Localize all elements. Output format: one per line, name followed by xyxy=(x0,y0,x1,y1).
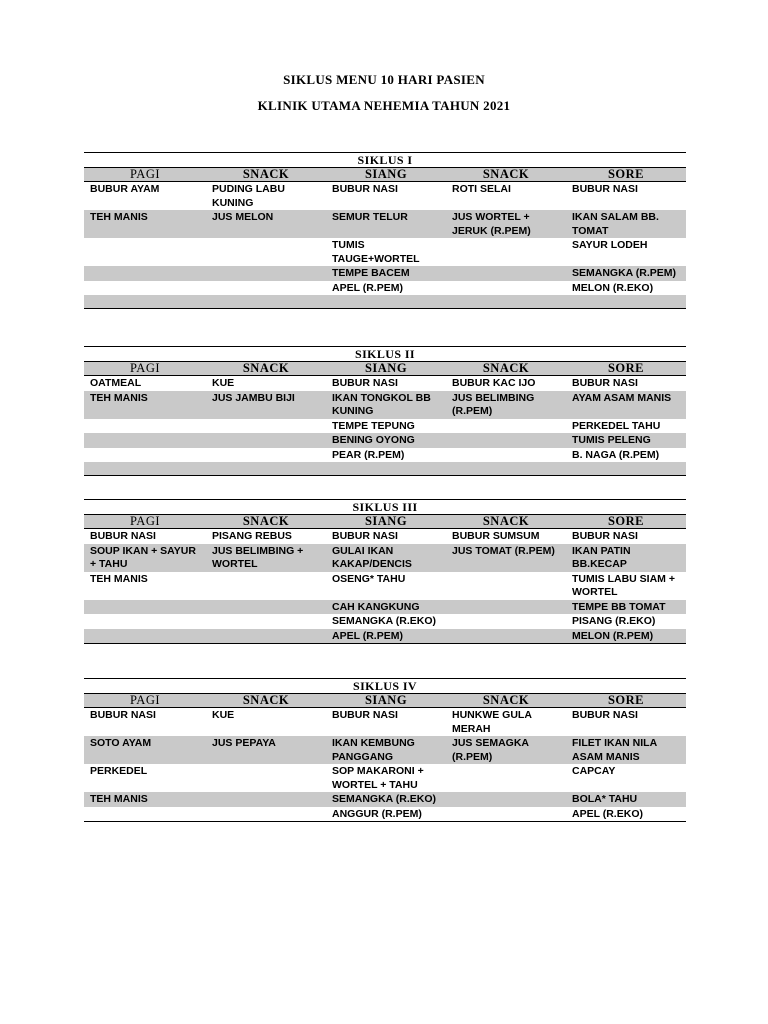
table-row xyxy=(84,433,686,448)
table-cell: JUS WORTEL + JERUK (R.PEM) xyxy=(452,211,531,237)
table-row xyxy=(84,419,686,434)
table-cell: PEAR (R.PEM) xyxy=(332,448,405,461)
table-cell: PISANG (R.EKO) xyxy=(572,615,656,627)
table-cell xyxy=(446,448,566,463)
table-cell: APEL (R.EKO) xyxy=(572,807,643,820)
table-cell xyxy=(206,764,326,792)
table-cell xyxy=(206,614,326,629)
table-cell: TEH MANIS xyxy=(90,211,148,223)
column-header: SORE xyxy=(607,167,645,181)
column-header: SIANG xyxy=(364,514,408,528)
column-header: SORE xyxy=(607,514,645,528)
section-bottom-rule xyxy=(84,308,686,309)
table-cell: FILET IKAN NILA ASAM MANIS xyxy=(572,737,657,763)
column-header: SORE xyxy=(607,693,645,707)
table-cell xyxy=(206,448,326,463)
table-cell: BUBUR NASI xyxy=(572,377,638,389)
table-cell: IKAN KEMBUNG PANGGANG xyxy=(332,737,415,763)
table-row xyxy=(84,266,686,281)
table-cell: TEMPE TEPUNG xyxy=(332,419,415,432)
column-header: SNACK xyxy=(482,693,530,707)
table-cell: OSENG* TAHU xyxy=(332,572,406,585)
column-header: SNACK xyxy=(242,167,290,181)
table-row xyxy=(84,792,686,807)
column-header: SIANG xyxy=(364,693,408,707)
table-cell xyxy=(446,295,566,308)
table-cell xyxy=(206,807,326,822)
table-cell xyxy=(446,281,566,296)
table-cell: TUMIS PELENG xyxy=(572,434,651,446)
table-cell xyxy=(446,614,566,629)
table-cell: SOUP IKAN + SAYUR + TAHU xyxy=(90,544,196,570)
table-cell xyxy=(446,433,566,448)
table-row xyxy=(84,764,686,792)
column-header-row xyxy=(84,361,686,376)
table-cell xyxy=(446,238,566,266)
table-cell xyxy=(84,266,206,281)
table-row xyxy=(84,182,686,210)
table-cell xyxy=(566,462,686,475)
table-cell: CAPCAY xyxy=(572,765,616,777)
table-cell xyxy=(326,295,446,308)
section-title: SIKLUS IV xyxy=(84,678,686,693)
column-header: SIANG xyxy=(364,167,408,181)
column-header-row xyxy=(84,693,686,708)
table-cell: TEMPE BACEM xyxy=(332,267,410,279)
table-row xyxy=(84,238,686,266)
table-cell xyxy=(446,807,566,822)
table-cell xyxy=(84,448,206,463)
table-cell: BUBUR NASI xyxy=(332,530,398,542)
table-cell xyxy=(446,419,566,434)
table-row xyxy=(84,544,686,572)
table-cell: TEH MANIS xyxy=(90,793,148,805)
table-row xyxy=(84,281,686,296)
table-cell: BOLA* TAHU xyxy=(572,793,638,805)
table-cell: GULAI IKAN KAKAP/DENCIS xyxy=(332,544,412,570)
table-cell: ANGGUR (R.PEM) xyxy=(332,807,422,820)
table-cell: OATMEAL xyxy=(90,377,142,389)
section-title: SIKLUS I xyxy=(84,152,686,167)
column-header: SNACK xyxy=(242,693,290,707)
table-cell: BUBUR NASI xyxy=(572,183,638,195)
table-cell: ROTI SELAI xyxy=(452,183,511,195)
table-cell xyxy=(84,433,206,448)
table-cell: JUS MELON xyxy=(212,211,274,223)
column-header: SNACK xyxy=(482,514,530,528)
table-cell xyxy=(206,238,326,266)
column-header: PAGI xyxy=(129,361,161,375)
table-cell: SOP MAKARONI + WORTEL + TAHU xyxy=(332,765,424,791)
table-cell: PUDING LABU KUNING xyxy=(212,183,285,209)
table-cell xyxy=(326,462,446,475)
table-cell: APEL (R.PEM) xyxy=(332,281,403,294)
table-row xyxy=(84,600,686,615)
table-cell xyxy=(206,629,326,644)
table-cell: SEMANGKA (R.EKO) xyxy=(332,793,437,805)
column-header-row xyxy=(84,514,686,529)
column-header: SNACK xyxy=(242,514,290,528)
table-cell xyxy=(84,600,206,615)
table-cell: IKAN TONGKOL BB KUNING xyxy=(332,391,431,417)
table-cell xyxy=(84,238,206,266)
table-cell: TEH MANIS xyxy=(90,572,148,585)
table-cell: BUBUR NASI xyxy=(572,709,638,721)
table-cell xyxy=(206,792,326,807)
table-cell xyxy=(206,419,326,434)
table-cell xyxy=(206,600,326,615)
menu-section-3 xyxy=(84,499,686,644)
table-cell: SEMUR TELUR xyxy=(332,211,408,223)
column-header: SIANG xyxy=(364,361,408,375)
document-subtitle: KLINIK UTAMA NEHEMIA TAHUN 2021 xyxy=(257,98,511,113)
table-cell xyxy=(84,295,206,308)
table-cell xyxy=(446,462,566,475)
table-cell xyxy=(84,807,206,822)
table-cell: BUBUR KAC IJO xyxy=(452,377,536,389)
table-cell xyxy=(446,572,566,600)
table-cell: BUBUR NASI xyxy=(332,709,398,721)
table-cell: JUS PEPAYA xyxy=(212,737,276,749)
table-cell: SAYUR LODEH xyxy=(572,239,648,251)
table-row xyxy=(84,629,686,644)
table-cell: BUBUR NASI xyxy=(332,183,398,195)
table-cell: TUMIS TAUGE+WORTEL xyxy=(332,239,420,265)
section-bottom-rule xyxy=(84,643,686,644)
table-row xyxy=(84,708,686,736)
table-cell: SOTO AYAM xyxy=(90,737,152,749)
table-cell xyxy=(446,629,566,644)
table-cell: BUBUR AYAM xyxy=(90,183,160,195)
table-cell: TUMIS LABU SIAM + WORTEL xyxy=(572,572,675,598)
table-cell: AYAM ASAM MANIS xyxy=(572,391,672,404)
column-header: SNACK xyxy=(482,167,530,181)
table-row xyxy=(84,529,686,544)
table-cell: BUBUR NASI xyxy=(332,377,398,389)
section-bottom-rule xyxy=(84,475,686,476)
table-cell: BUBUR SUMSUM xyxy=(452,530,540,542)
table-cell: BENING OYONG xyxy=(332,434,415,446)
column-header: PAGI xyxy=(129,514,161,528)
table-cell: PERKEDEL xyxy=(90,765,148,777)
table-cell xyxy=(206,433,326,448)
table-row xyxy=(84,448,686,463)
menu-section-2 xyxy=(84,346,686,476)
section-title: SIKLUS II xyxy=(84,346,686,361)
table-cell xyxy=(206,281,326,296)
section-bottom-rule xyxy=(84,821,686,822)
column-header-row xyxy=(84,167,686,182)
document-title: SIKLUS MENU 10 HARI PASIEN xyxy=(283,72,485,87)
table-cell: SEMANGKA (R.EKO) xyxy=(332,615,437,627)
table-cell: CAH KANGKUNG xyxy=(332,600,420,613)
table-row xyxy=(84,462,686,475)
table-cell xyxy=(84,614,206,629)
table-cell: PERKEDEL TAHU xyxy=(572,419,661,432)
table-cell: HUNKWE GULA MERAH xyxy=(452,709,532,735)
table-cell xyxy=(446,764,566,792)
column-header: SNACK xyxy=(482,361,530,375)
table-cell: IKAN SALAM BB. TOMAT xyxy=(572,211,659,237)
table-cell: JUS BELIMBING (R.PEM) xyxy=(452,391,535,417)
table-cell xyxy=(206,572,326,600)
table-cell: IKAN PATIN BB.KECAP xyxy=(572,544,631,570)
table-cell xyxy=(446,266,566,281)
column-header: PAGI xyxy=(129,167,161,181)
table-cell: JUS JAMBU BIJI xyxy=(212,391,295,404)
table-cell xyxy=(84,629,206,644)
table-cell: BUBUR NASI xyxy=(90,709,156,721)
table-cell: MELON (R.EKO) xyxy=(572,281,654,294)
table-row xyxy=(84,391,686,419)
table-cell: BUBUR NASI xyxy=(90,530,156,542)
table-row xyxy=(84,295,686,308)
table-cell: PISANG REBUS xyxy=(212,530,292,542)
table-row xyxy=(84,807,686,822)
table-cell xyxy=(446,600,566,615)
table-cell xyxy=(206,295,326,308)
column-header: SNACK xyxy=(242,361,290,375)
table-cell: KUE xyxy=(212,709,235,721)
table-cell: KUE xyxy=(212,377,235,389)
menu-section-4 xyxy=(84,678,686,822)
table-cell: APEL (R.PEM) xyxy=(332,629,403,642)
table-row xyxy=(84,210,686,238)
table-row xyxy=(84,572,686,600)
table-cell: MELON (R.PEM) xyxy=(572,629,654,642)
table-cell: B. NAGA (R.PEM) xyxy=(572,448,660,461)
table-cell xyxy=(84,419,206,434)
table-cell xyxy=(446,792,566,807)
table-cell xyxy=(84,281,206,296)
table-cell: TEH MANIS xyxy=(90,391,148,404)
table-cell: TEMPE BB TOMAT xyxy=(572,600,666,613)
table-cell: SEMANGKA (R.PEM) xyxy=(572,267,677,279)
table-row xyxy=(84,376,686,391)
table-cell xyxy=(206,462,326,475)
table-cell: JUS TOMAT (R.PEM) xyxy=(452,544,555,557)
column-header: SORE xyxy=(607,361,645,375)
table-cell xyxy=(84,462,206,475)
column-header: PAGI xyxy=(129,693,161,707)
table-row xyxy=(84,736,686,764)
table-cell: BUBUR NASI xyxy=(572,530,638,542)
table-row xyxy=(84,614,686,629)
section-title: SIKLUS III xyxy=(84,499,686,514)
menu-section-1 xyxy=(84,152,686,309)
table-cell xyxy=(206,266,326,281)
table-cell: JUS SEMAGKA (R.PEM) xyxy=(452,737,529,763)
table-cell: JUS BELIMBING + WORTEL xyxy=(212,544,304,570)
table-cell xyxy=(566,295,686,308)
